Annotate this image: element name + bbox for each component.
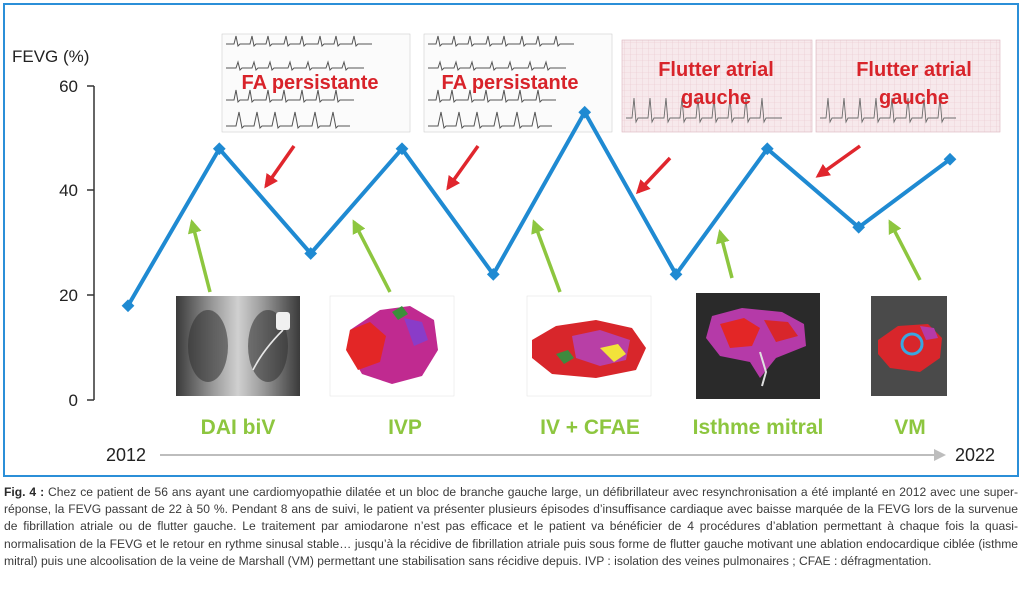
ecg-strip-flutter-1 [622,40,812,132]
y-axis [59,77,94,410]
y-tick-label: 60 [59,77,78,96]
map-image-iv-cfae [527,296,651,396]
map-image-ivp [330,296,454,396]
y-tick-label: 40 [59,181,78,200]
procedure-label: Isthme mitral [692,416,824,439]
time-axis [106,445,995,465]
procedure-label: DAI biV [200,416,276,439]
fevg-series [122,106,957,312]
caption-prefix: Fig. 4 : [4,485,45,499]
y-axis-title: FEVG (%) [12,47,90,66]
green-arrow [720,232,732,278]
time-end-label: 2022 [955,445,996,465]
procedure-label: VM [894,416,926,439]
time-start-label: 2012 [106,445,147,465]
green-arrow [354,222,390,292]
red-arrow [818,146,860,176]
red-arrow [448,146,478,188]
green-arrow [534,222,560,292]
series-line [128,112,950,306]
figure-caption [4,484,1018,570]
red-arrow [638,158,670,192]
procedure-label: IV + CFAE [540,416,640,439]
episode-label: gauche [878,87,950,109]
procedure-label: IVP [388,416,422,439]
y-tick-label: 0 [68,391,78,410]
green-arrow [890,222,920,280]
red-arrow [266,146,294,186]
episode-label: FA persistante [441,72,579,94]
chest-xray-image [176,296,300,396]
episode-label: Flutter atrial [856,59,972,81]
ecg-strip-flutter-2 [816,40,1000,132]
caption-text: Chez ce patient de 56 ans ayant une cardiomyopathie dilatée et un bloc de branche gauche large, un défibrillateur avec resynchronisation a été implanté en 2012 avec une super-réponse, la FEVG passant de 22 à 50 %. Pendant 8 ans de suivi, le patient va présenter plusieurs épisodes d’insuffisance cardiaque avec baisse marquée de la FEVG lors de la survenue de fibrillation atriale ou de flutter gauche. Le traitement par amiodarone n’est pas efficace et le patient va bénéficier de 4 procédures d’ablation permettant à chaque fois la quasi-normalisation de la FEVG et le retour en rythme sinusal stable… jusqu’à la récidive de fibrillation atriale puis sous forme de flutter gauche motivant une ablation endocardique ciblée (isthme mitral) puis une alcoolisation de la veine de Marshall (VM) permettant une stabilisation sans récidive depuis. IVP : isolation des veines pulmonaires ; CFAE : défragmentation. [4,485,1018,568]
map-image-isthme [696,293,820,399]
episode-label: gauche [680,87,752,109]
map-image-vm [871,296,947,396]
green-arrow [192,222,210,292]
episode-label: FA persistante [241,72,379,94]
episode-label: Flutter atrial [658,59,774,81]
y-tick-label: 20 [59,286,78,305]
